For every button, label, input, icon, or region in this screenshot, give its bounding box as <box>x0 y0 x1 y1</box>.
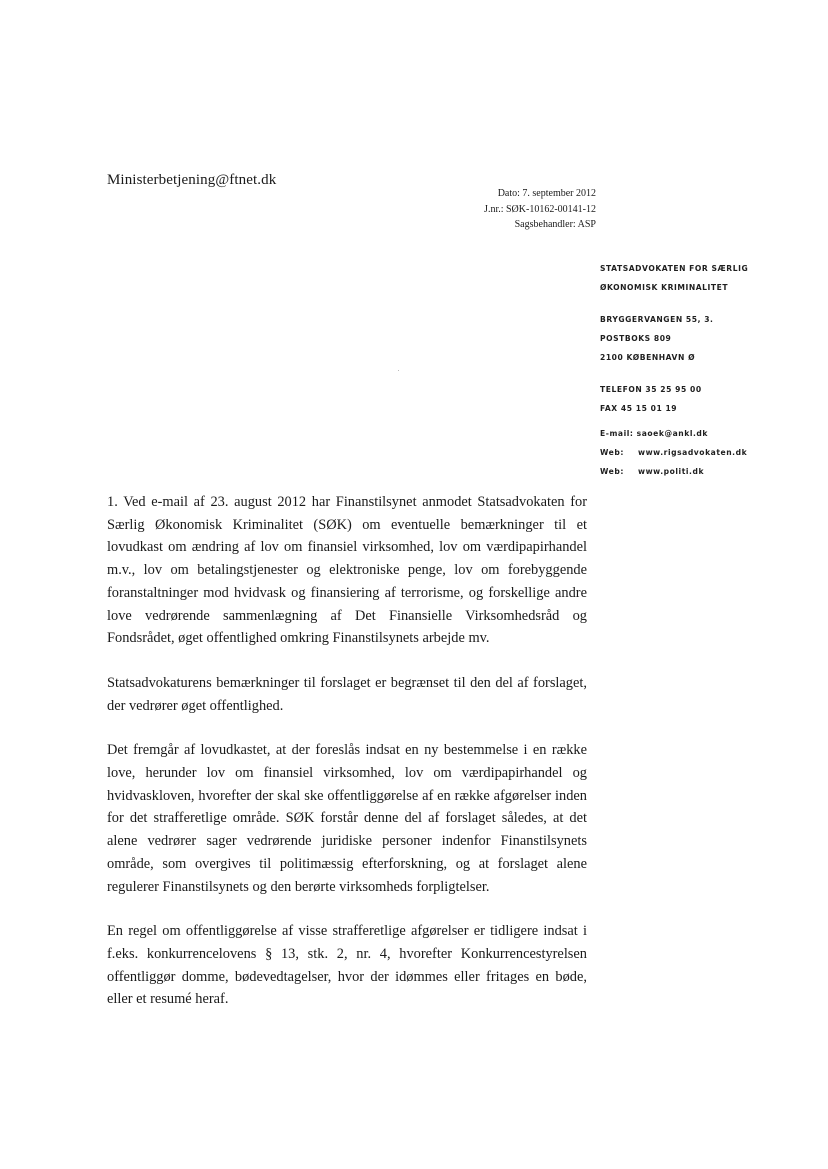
web-url-politi: www.politi.dk <box>638 467 705 476</box>
case-handler: Sagsbehandler: ASP <box>514 219 596 230</box>
letter-date: Dato: 7. september 2012 <box>497 188 596 199</box>
body-paragraph-4: En regel om offentliggørelse af visse strafferetlige afgørelser er tidligere indsat i f.eks. konkurrencelovens § 13, stk. 2, nr. 4, hvorefter Konkurrencestyrelsen offentliggør domme, bødevedtagelser, hvor der idømmes eller fritages en bøde, eller et resumé heraf. <box>107 923 587 1008</box>
letter-body <box>107 491 587 1033</box>
sender-web-2 <box>600 462 815 481</box>
letter-meta <box>484 186 596 233</box>
web-label: Web: <box>600 467 624 476</box>
web-url-rigsadvokaten: www.rigsadvokaten.dk <box>638 448 748 457</box>
recipient-email: Ministerbetjening@ftnet.dk <box>107 172 277 188</box>
sender-address-line1: BRYGGERVANGEN 55, 3. <box>600 315 714 324</box>
body-paragraph-3: Det fremgår af lovudkastet, at der foreslås indsat en ny bestemmelse i en række love, herunder lov om finansiel virksomhed, lov om værdipapirhandel og hvidvaskloven, hvorefter der skal ske offentliggørelse af en række afgørelser inden for det strafferetlige område. SØK forstår denne del af forslaget således, at det alene vedrører sager vedrørende juridiske personer indenfor Finanstilsynets område, som overgives til politimæssig efterforskning, og at forslaget alene regulerer Finanstilsynets og den berørte virksomheds forpligtelser. <box>107 742 587 895</box>
body-paragraph-2: Statsadvokaturens bemærkninger til forslaget er begrænset til den del af forslaget, der vedrører øget offentlighed. <box>107 674 587 714</box>
web-label: Web: <box>600 448 624 457</box>
sender-name-line1: STATSADVOKATEN FOR SÆRLIG <box>600 264 749 273</box>
sender-email: E-mail: saoek@ankl.dk <box>600 429 709 438</box>
sender-address-line3: 2100 KØBENHAVN Ø <box>600 353 696 362</box>
sender-fax: FAX 45 15 01 19 <box>600 404 678 413</box>
sender-block <box>600 259 815 481</box>
sender-web-1 <box>600 443 815 462</box>
sender-address-line2: POSTBOKS 809 <box>600 334 672 343</box>
body-paragraph-1: 1. Ved e-mail af 23. august 2012 har Finanstilsynet anmodet Statsadvokaten for Særlig Økonomisk Kriminalitet (SØK) om eventuelle bemærkninger til et lovudkast om ændring af lov om finansiel virksomhed, lov om værdipapirhandel m.v., lov om betalingstjenester og elektroniske penge, lov om forebyggende foranstaltninger mod hvidvask og finansiering af terrorisme, og forskellige andre love vedrørende sammenlægning af Det Finansielle Virksomhedsråd og Fondsrådet, øget offentlighed omkring Finanstilsynets arbejde mv. <box>107 494 587 647</box>
sender-name-line2: ØKONOMISK KRIMINALITET <box>600 283 729 292</box>
sender-phone: TELEFON 35 25 95 00 <box>600 385 702 394</box>
journal-number: J.nr.: SØK-10162-00141-12 <box>484 203 596 215</box>
scan-speck <box>398 370 399 371</box>
